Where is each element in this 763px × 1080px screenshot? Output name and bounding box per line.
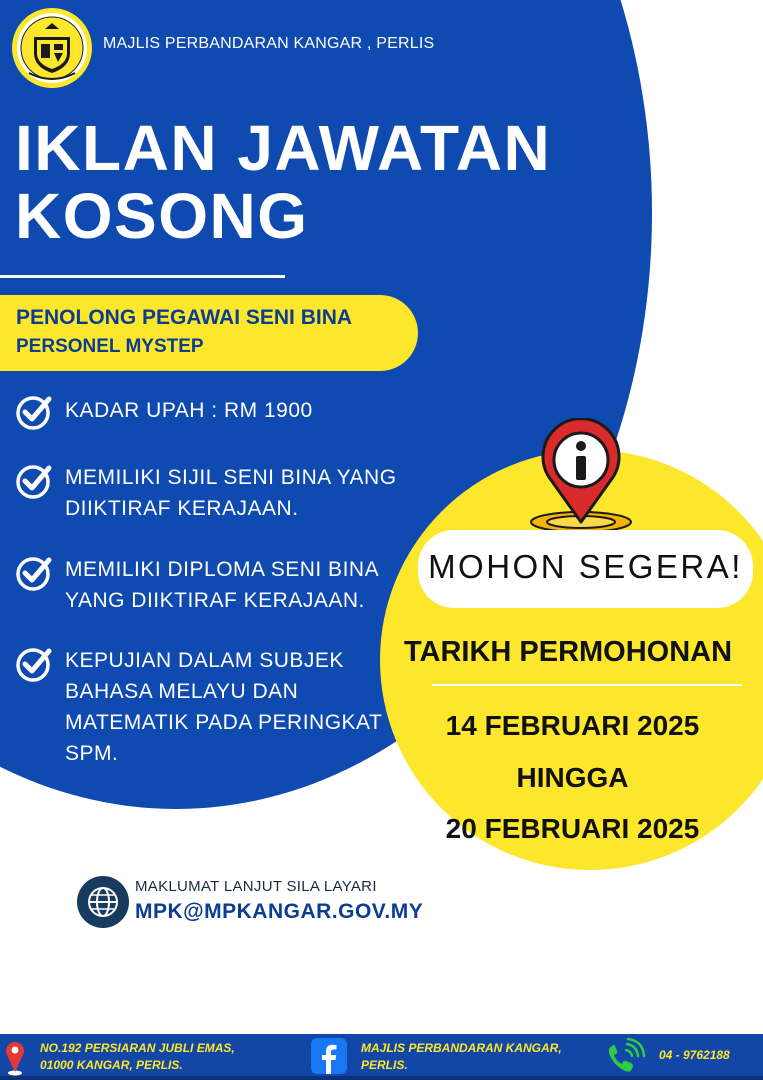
footer-address-line: NO.192 PERSIARAN JUBLI EMAS,	[40, 1041, 235, 1055]
phone-icon[interactable]	[604, 1038, 646, 1076]
job-title: PENOLONG PEGAWAI SENI BINA	[16, 306, 353, 329]
check-circle-icon	[15, 393, 53, 431]
start-date: 14 FEBRUARI 2025	[445, 710, 700, 741]
requirement-line: MEMILIKI DIPLOMA SENI BINA	[65, 558, 380, 581]
requirement-text	[65, 462, 417, 524]
info-location-pin-icon	[521, 418, 641, 538]
check-circle-icon	[15, 645, 53, 683]
globe-icon	[77, 876, 129, 928]
footer-address-line: 01000 KANGAR, PERLIS.	[40, 1058, 183, 1072]
requirement-line: MATEMATIK PADA PERINGKAT	[65, 711, 383, 734]
facebook-icon[interactable]	[311, 1038, 347, 1074]
requirement-line: MEMILIKI SIJIL SENI BINA YANG	[65, 466, 397, 489]
footer-facebook	[361, 1040, 562, 1074]
more-info-label: MAKLUMAT LANJUT SILA LAYARI	[135, 878, 377, 895]
check-circle-icon	[15, 554, 53, 592]
headline-line-1: IKLAN JAWATAN	[15, 112, 552, 184]
requirement-line: BAHASA MELAYU DAN	[65, 680, 299, 703]
requirement-line: DIIKTIRAF KERAJAAN.	[65, 497, 299, 520]
municipal-crest-icon	[11, 7, 93, 89]
requirement-line: SPM.	[65, 742, 119, 765]
application-period-label: TARIKH PERMOHONAN	[403, 636, 733, 668]
apply-now-text: MOHON SEGERA!	[428, 548, 743, 585]
footer-address	[40, 1040, 235, 1074]
footer-facebook-line: PERLIS.	[361, 1058, 408, 1072]
application-divider	[432, 684, 742, 686]
requirement-text	[65, 645, 417, 769]
requirement-text	[65, 554, 417, 616]
check-circle-icon	[15, 462, 53, 500]
requirement-line: KADAR UPAH : RM 1900	[65, 399, 313, 422]
headline-line-2: KOSONG	[15, 180, 309, 252]
date-connector: HINGGA	[516, 762, 629, 793]
requirement-text	[65, 395, 417, 426]
end-date: 20 FEBRUARI 2025	[445, 813, 700, 844]
organisation-name: MAJLIS PERBANDARAN KANGAR , PERLIS	[103, 35, 435, 52]
footer-underline	[0, 1076, 763, 1080]
headline-divider	[0, 275, 285, 278]
job-subtitle: PERSONEL MYSTEP	[16, 336, 204, 357]
location-pin-icon	[4, 1038, 26, 1076]
requirement-line: KEPUJIAN DALAM SUBJEK	[65, 649, 344, 672]
requirement-line: YANG DIIKTIRAF KERAJAAN.	[65, 589, 365, 612]
contact-email[interactable]: MPK@MPKANGAR.GOV.MY	[135, 900, 424, 923]
footer-facebook-line: MAJLIS PERBANDARAN KANGAR,	[361, 1041, 562, 1055]
footer-phone[interactable]: 04 - 9762188	[659, 1048, 730, 1062]
